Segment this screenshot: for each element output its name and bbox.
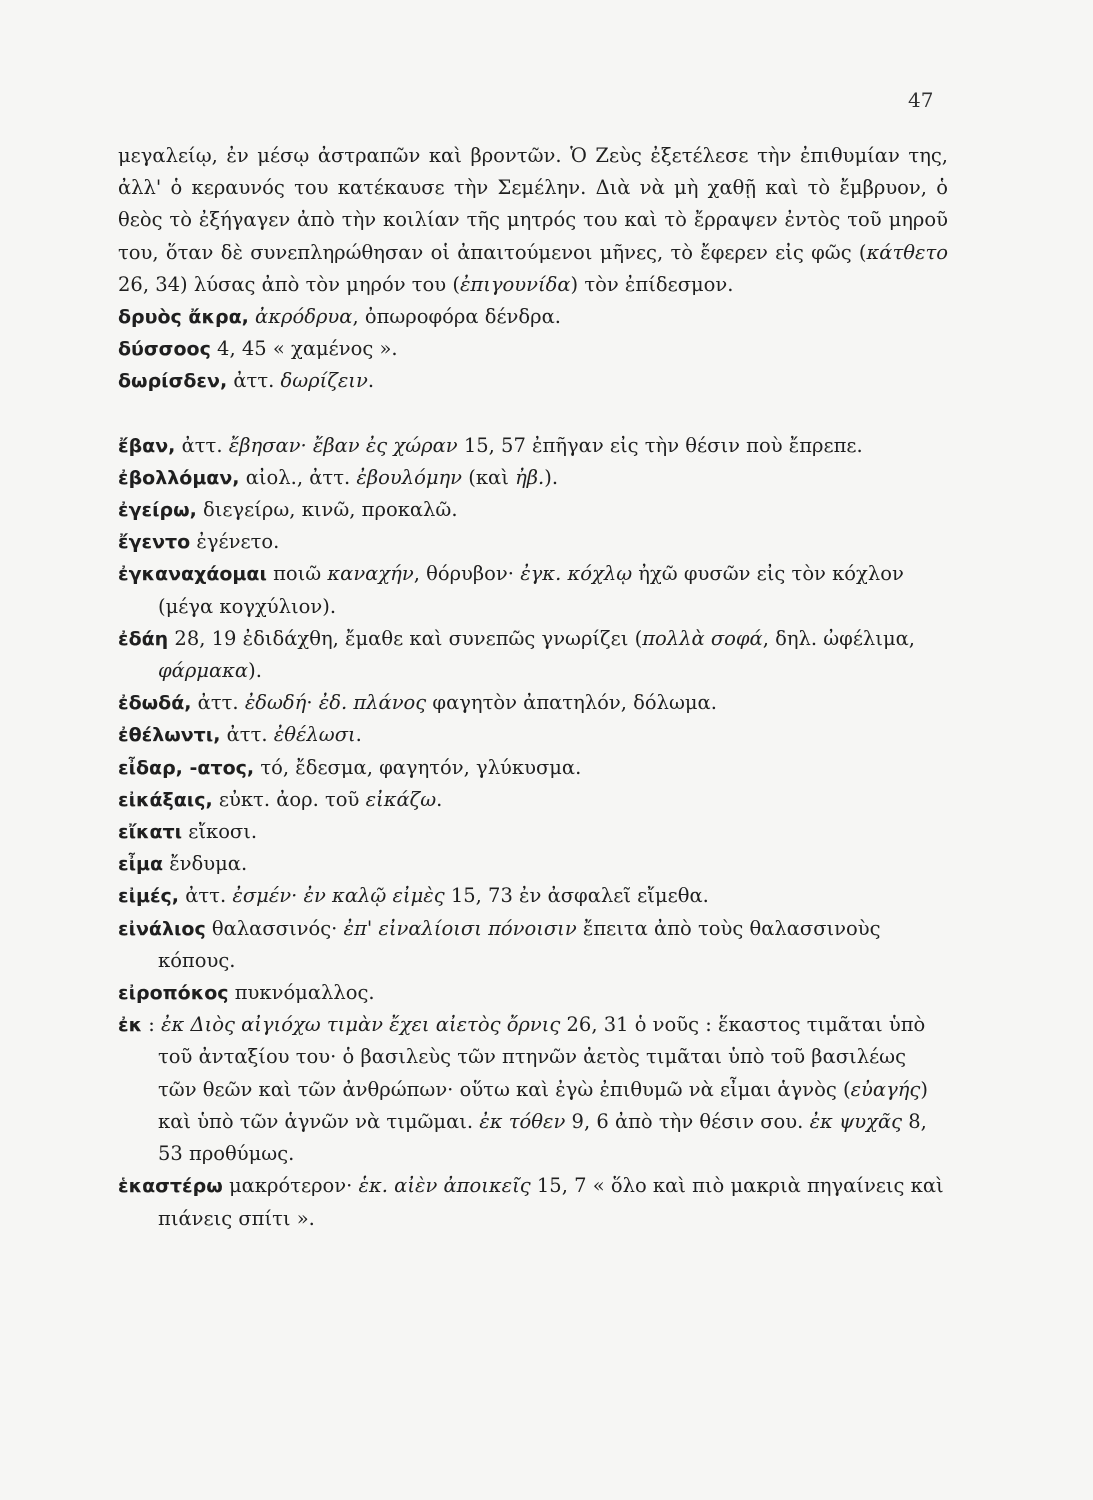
section-gap: [118, 398, 948, 430]
dictionary-entry: [118, 977, 948, 1009]
entry-text: ἔπειτα ἀπὸ τοὺς θαλασσινοὺς κόπους.: [158, 916, 881, 972]
entry-text: 15, 57 ἐπῆγαν εἰς τὴν θέσιν ποὺ ἔπρεπε.: [457, 433, 863, 457]
entry-text: ἔνδυμα.: [163, 852, 248, 876]
dictionary-entry: [118, 1009, 948, 1170]
entry-citation: ἐβουλόμην: [356, 465, 463, 489]
entry-text: .: [436, 787, 443, 811]
dictionary-entry: [118, 462, 948, 494]
dictionary-entry: [118, 784, 948, 816]
entry-text: 9, 6 ἀπὸ τὴν θέσιν σου.: [565, 1109, 810, 1133]
entry-citation: ἐπ' εἰναλίοισι πόνοισιν: [343, 916, 577, 940]
entry-citation: εἰκάζω: [365, 787, 437, 811]
entry-text: ἀττ.: [175, 433, 229, 457]
entry-text: :: [142, 1013, 162, 1037]
entries-e: [118, 430, 948, 1235]
entry-headword: ἐδωδά,: [118, 692, 192, 715]
entry-text: ) καὶ ὑπὸ τῶν ἁγνῶν νὰ τιμῶμαι.: [158, 1077, 928, 1133]
entry-text: ἀττ.: [227, 369, 281, 393]
entry-citation: καναχήν: [327, 562, 414, 586]
entry-headword: δωρίσδεν,: [118, 370, 228, 393]
entry-text: μακρότερον·: [222, 1174, 359, 1198]
entry-text: 26, 31 ὁ νοῦς : ἕκαστος τιμᾶται ὑπὸ τοῦ ἀνταξίου του· ὁ βασιλεὺς τῶν πτηνῶν ἀετὸς τιμᾶται ὑπὸ τοῦ βασιλέως τῶν θεῶν καὶ τῶν ἀνθρώπων· οὕτω καὶ ἐγὼ ἐπιθυμῶ νὰ εἶμαι ἁγνὸς (: [158, 1013, 926, 1101]
entry-citation: ἔβησαν· ἔβαν ἐς χώραν: [228, 433, 458, 457]
entry-headword: ἐγκαναχάομαι: [118, 563, 267, 586]
entry-text: .: [355, 723, 362, 747]
dictionary-entry: [118, 301, 948, 333]
entry-citation: ἐκ τόθεν: [479, 1109, 566, 1133]
entry-text: , ὀπωροφόρα δένδρα.: [352, 305, 561, 329]
entry-headword: ἐγείρω,: [118, 499, 197, 522]
entries-d: [118, 301, 948, 398]
entry-text: ).: [544, 465, 559, 489]
entry-headword: εἰμές,: [118, 885, 180, 908]
entry-text: ἀττ.: [191, 691, 245, 715]
entry-text: αἰολ., ἀττ.: [239, 465, 357, 489]
entry-text: 28, 19 ἐδιδάχθη, ἔμαθε καὶ συνεπῶς γνωρίζει (: [168, 626, 643, 650]
entry-headword: ἐβολλόμαν,: [118, 466, 240, 489]
entry-headword: εἰκάξαις,: [118, 788, 213, 811]
entry-headword: εἴκατι: [118, 821, 183, 844]
dictionary-entry: [118, 430, 948, 462]
entry-text: , θόρυβον·: [413, 562, 521, 586]
page-body: [118, 140, 948, 1235]
dictionary-entry: [118, 494, 948, 526]
dictionary-entry: [118, 365, 948, 397]
entry-citation: ἑκ. αἰὲν ἀποικεῖς: [358, 1174, 531, 1198]
dictionary-entry: [118, 913, 948, 977]
page-number: 47: [908, 88, 934, 112]
entry-text: 8, 53 προθύμως.: [158, 1109, 927, 1166]
dictionary-entry: [118, 623, 948, 687]
entry-text: ἠχῶ φυσῶν εἰς τὸν κόχλον (μέγα κογχύλιον).: [158, 562, 904, 618]
entry-headword: ἐκ: [118, 1014, 143, 1037]
entry-text: θαλασσινός·: [205, 916, 344, 940]
entry-text: πυκνόμαλλος.: [228, 981, 375, 1005]
entry-text: ποιῶ: [266, 562, 328, 586]
entry-citation: φάρμακα: [158, 659, 249, 683]
entry-text: ἀττ.: [220, 723, 274, 747]
entry-citation: ἐθέλωσι: [273, 723, 356, 747]
entry-citation: ἠβ.: [515, 465, 545, 489]
entry-headword: ἐθέλωντι,: [118, 724, 221, 747]
entry-citation: ἐσμέν· ἐν καλῷ εἰμὲς: [232, 884, 445, 908]
entry-text: (καὶ: [462, 465, 516, 489]
entry-text: ·: [306, 691, 319, 715]
entry-headword: εἰνάλιος: [118, 917, 206, 940]
entry-citation: πολλὰ σοφά: [642, 626, 763, 650]
dictionary-entry: [118, 752, 948, 784]
entry-text: ἐγένετο.: [190, 530, 280, 554]
entry-text: ).: [248, 659, 262, 683]
entry-citation: δωρίζειν: [280, 369, 368, 393]
entry-text: .: [367, 369, 375, 393]
entry-text: τό, ἔδεσμα, φαγητόν, γλύκυσμα.: [254, 755, 582, 779]
entry-text: εἴκοσι.: [182, 820, 258, 844]
entry-citation: ἐκ Διὸς αἰγιόχω τιμὰν ἔχει αἰετὸς ὄρνις: [161, 1013, 561, 1037]
entry-headword: εἶδαρ, -ατος,: [118, 756, 255, 779]
entry-citation: ἀκρόδρυα: [255, 305, 353, 329]
entry-citation: ἐκ ψυχᾶς: [809, 1109, 903, 1133]
entry-citation: ἐδ. πλάνος: [318, 691, 427, 715]
dictionary-entry: [118, 880, 948, 912]
entry-headword: ἔγεντο: [118, 531, 191, 554]
entry-headword: ἑκαστέρω: [118, 1175, 223, 1198]
dictionary-entry: [118, 848, 948, 880]
continuation-paragraph: μεγαλείῳ, ἐν μέσῳ ἀστραπῶν καὶ βροντῶν. Ὁ Ζεὺς ἐξετέλεσε τὴν ἐπιθυμίαν της, ἀλλ' ὁ κεραυνός του κατέκαυσε τὴν Σεμέλην. Διὰ νὰ μὴ χαθῇ καὶ τὸ ἔμβρυον, ὁ θεὸς τὸ ἐξήγαγεν ἀπὸ τὴν κοιλίαν τῆς μητρός του καὶ τὸ ἔρραψεν ἐντὸς τοῦ μηροῦ του, ὅταν δὲ συνεπληρώθησαν οἱ ἀπαιτούμενοι μῆνες, τὸ ἔφερεν εἰς φῶς (κάτθετο 26, 34) λύσας ἀπὸ τὸν μηρόν του (ἐπιγουνίδα) τὸν ἐπίδεσμον.: [118, 144, 948, 296]
entry-headword: δρυὸς ἄκρα,: [118, 306, 249, 329]
entry-citation: ἐδωδή: [244, 691, 307, 715]
entry-text: φαγητὸν ἀπατηλόν, δόλωμα.: [426, 691, 717, 715]
entry-headword: εἶμα: [118, 853, 164, 876]
dictionary-entry: [118, 719, 948, 751]
entry-text: 15, 7 « ὅλο καὶ πιὸ μακριὰ πηγαίνεις καὶ πιάνεις σπίτι ».: [158, 1174, 944, 1230]
entry-text: εὐκτ. ἀορ. τοῦ: [212, 787, 366, 811]
dictionary-entry: [118, 526, 948, 558]
dictionary-entry: [118, 687, 948, 719]
entry-text: , δηλ. ὠφέλιμα,: [762, 626, 915, 650]
entry-text: 15, 73 ἐν ἀσφαλεῖ εἴμεθα.: [444, 884, 709, 908]
entry-headword: ἐδάη: [118, 627, 169, 650]
dictionary-entry: [118, 1170, 948, 1234]
entry-text: διεγείρω, κινῶ, προκαλῶ.: [196, 498, 458, 522]
dictionary-entry: [118, 333, 948, 365]
entry-text: ἀττ.: [179, 884, 233, 908]
dictionary-entry: [118, 558, 948, 622]
entry-headword: ἔβαν,: [118, 434, 176, 457]
entry-headword: εἰροπόκος: [118, 982, 229, 1005]
dictionary-entry: [118, 816, 948, 848]
entry-citation: ἐγκ. κόχλῳ: [520, 562, 633, 586]
entry-text: 4, 45 « χαμένος ».: [210, 337, 398, 361]
entry-citation: εὐαγής: [850, 1077, 921, 1101]
entry-headword: δύσσοος: [118, 338, 211, 361]
